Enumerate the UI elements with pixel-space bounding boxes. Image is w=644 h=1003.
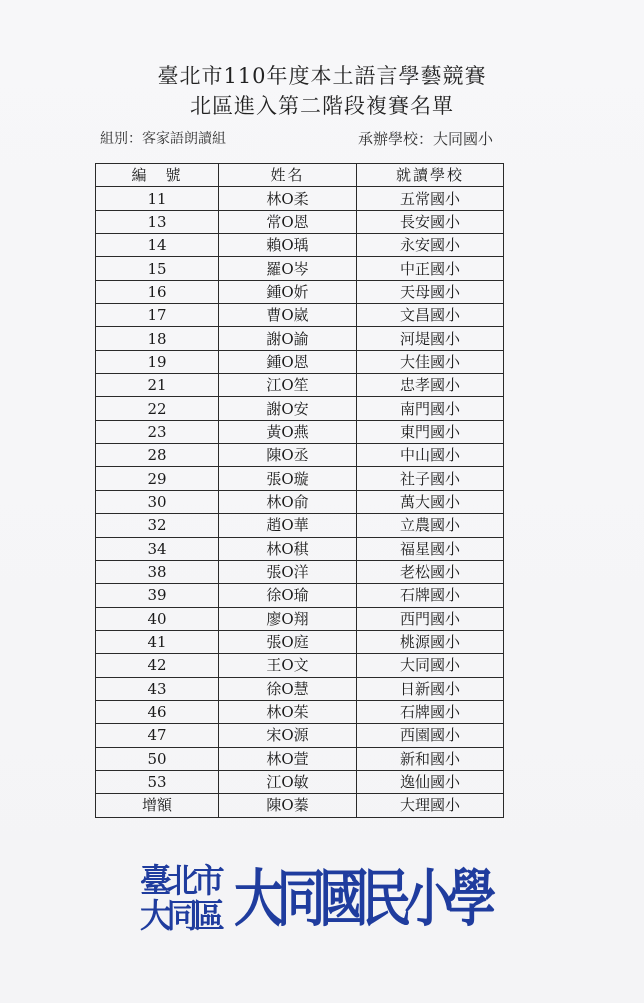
cell-name: 鍾O妡 — [219, 280, 357, 303]
table-row — [96, 747, 504, 770]
cell-name: 江O敏 — [219, 770, 357, 793]
cell-school: 永安國小 — [357, 234, 504, 257]
table-row — [96, 490, 504, 513]
header-name: 姓名 — [219, 164, 357, 187]
cell-school: 石牌國小 — [357, 700, 504, 723]
cell-school: 忠孝國小 — [357, 374, 504, 397]
cell-name: 陳O蓁 — [219, 794, 357, 817]
cell-school: 西園國小 — [357, 724, 504, 747]
cell-school: 河堤國小 — [357, 327, 504, 350]
table-row — [96, 537, 504, 560]
cell-name: 林O稘 — [219, 537, 357, 560]
stamp-school-name: 大同國民小學 — [234, 862, 490, 935]
cell-name: 鍾O恩 — [219, 350, 357, 373]
cell-number: 30 — [96, 490, 219, 513]
header-school: 就讀學校 — [357, 164, 504, 187]
cell-name: 林O茱 — [219, 700, 357, 723]
table-row — [96, 630, 504, 653]
cell-school: 文昌國小 — [357, 304, 504, 327]
table-row — [96, 234, 504, 257]
cell-school: 福星國小 — [357, 537, 504, 560]
table-row — [96, 584, 504, 607]
cell-school: 南門國小 — [357, 397, 504, 420]
cell-number: 42 — [96, 654, 219, 677]
cell-school: 天母國小 — [357, 280, 504, 303]
cell-name: 謝O諭 — [219, 327, 357, 350]
table-row — [96, 700, 504, 723]
cell-number: 47 — [96, 724, 219, 747]
cell-number: 23 — [96, 420, 219, 443]
cell-number: 增額 — [96, 794, 219, 817]
cell-number: 18 — [96, 327, 219, 350]
table-row — [96, 257, 504, 280]
cell-name: 徐O瑜 — [219, 584, 357, 607]
table-row — [96, 654, 504, 677]
cell-name: 賴O瑀 — [219, 234, 357, 257]
cell-school: 大理國小 — [357, 794, 504, 817]
cell-name: 林O柔 — [219, 187, 357, 210]
cell-number: 32 — [96, 514, 219, 537]
table-row — [96, 327, 504, 350]
cell-number: 39 — [96, 584, 219, 607]
table-row — [96, 514, 504, 537]
cell-name: 張O庭 — [219, 630, 357, 653]
cell-school: 新和國小 — [357, 747, 504, 770]
cell-number: 40 — [96, 607, 219, 630]
cell-school: 萬大國小 — [357, 490, 504, 513]
cell-name: 江O笙 — [219, 374, 357, 397]
table-row — [96, 304, 504, 327]
cell-number: 17 — [96, 304, 219, 327]
school-stamp — [140, 861, 490, 940]
cell-school: 中山國小 — [357, 444, 504, 467]
cell-number: 41 — [96, 630, 219, 653]
cell-school: 五常國小 — [357, 187, 504, 210]
document-title: 臺北市110年度本土語言學藝競賽 — [157, 64, 487, 88]
cell-number: 22 — [96, 397, 219, 420]
cell-number: 14 — [96, 234, 219, 257]
cell-name: 曹O崴 — [219, 304, 357, 327]
table-row — [96, 467, 504, 490]
table-row — [96, 794, 504, 817]
cell-number: 43 — [96, 677, 219, 700]
cell-number: 29 — [96, 467, 219, 490]
cell-number: 19 — [96, 350, 219, 373]
cell-school: 大同國小 — [357, 654, 504, 677]
cell-school: 東門國小 — [357, 420, 504, 443]
cell-number: 15 — [96, 257, 219, 280]
roster-table — [95, 163, 504, 818]
cell-school: 老松國小 — [357, 560, 504, 583]
cell-name: 常O恩 — [219, 210, 357, 233]
cell-name: 謝O安 — [219, 397, 357, 420]
cell-school: 大佳國小 — [357, 350, 504, 373]
cell-number: 21 — [96, 374, 219, 397]
roster-body — [96, 187, 504, 817]
cell-name: 張O洋 — [219, 560, 357, 583]
cell-number: 50 — [96, 747, 219, 770]
table-row — [96, 560, 504, 583]
header-number: 編 號 — [96, 164, 219, 187]
cell-number: 11 — [96, 187, 219, 210]
cell-school: 石牌國小 — [357, 584, 504, 607]
cell-school: 社子國小 — [357, 467, 504, 490]
table-row — [96, 677, 504, 700]
cell-name: 陳O丞 — [219, 444, 357, 467]
cell-name: 趙O華 — [219, 514, 357, 537]
stamp-line-district: 大同區 — [140, 896, 220, 935]
cell-name: 廖O翔 — [219, 607, 357, 630]
cell-name: 林O俞 — [219, 490, 357, 513]
table-row — [96, 397, 504, 420]
cell-school: 逸仙國小 — [357, 770, 504, 793]
group-info — [100, 128, 226, 148]
cell-school: 桃源國小 — [357, 630, 504, 653]
cell-school: 中正國小 — [357, 257, 504, 280]
cell-name: 徐O慧 — [219, 677, 357, 700]
cell-school: 日新國小 — [357, 677, 504, 700]
table-header-row — [96, 164, 504, 187]
table-row — [96, 724, 504, 747]
table-row — [96, 420, 504, 443]
cell-name: 張O璇 — [219, 467, 357, 490]
table-row — [96, 770, 504, 793]
cell-number: 38 — [96, 560, 219, 583]
table-row — [96, 444, 504, 467]
cell-number: 16 — [96, 280, 219, 303]
stamp-district — [140, 862, 236, 940]
cell-number: 34 — [96, 537, 219, 560]
table-row — [96, 350, 504, 373]
table-row — [96, 607, 504, 630]
cell-school: 長安國小 — [357, 210, 504, 233]
cell-number: 46 — [96, 700, 219, 723]
document-subtitle: 北區進入第二階段複賽名單 — [190, 94, 454, 118]
table-row — [96, 210, 504, 233]
cell-number: 28 — [96, 444, 219, 467]
cell-number: 13 — [96, 210, 219, 233]
stamp-line-city: 臺北市 — [140, 861, 220, 900]
cell-name: 王O文 — [219, 654, 357, 677]
host-label: 承辦學校： — [358, 130, 434, 148]
cell-name: 宋O源 — [219, 724, 357, 747]
group-label: 組別： — [100, 131, 142, 147]
table-row — [96, 374, 504, 397]
cell-number: 53 — [96, 770, 219, 793]
group-value: 客家語朗讀組 — [142, 131, 226, 147]
table-row — [96, 280, 504, 303]
cell-name: 林O萱 — [219, 747, 357, 770]
host-school-info — [358, 128, 493, 149]
cell-name: 羅O岑 — [219, 257, 357, 280]
cell-school: 立農國小 — [357, 514, 504, 537]
cell-name: 黃O燕 — [219, 420, 357, 443]
table-row — [96, 187, 504, 210]
host-value: 大同國小 — [433, 130, 494, 148]
cell-school: 西門國小 — [357, 607, 504, 630]
